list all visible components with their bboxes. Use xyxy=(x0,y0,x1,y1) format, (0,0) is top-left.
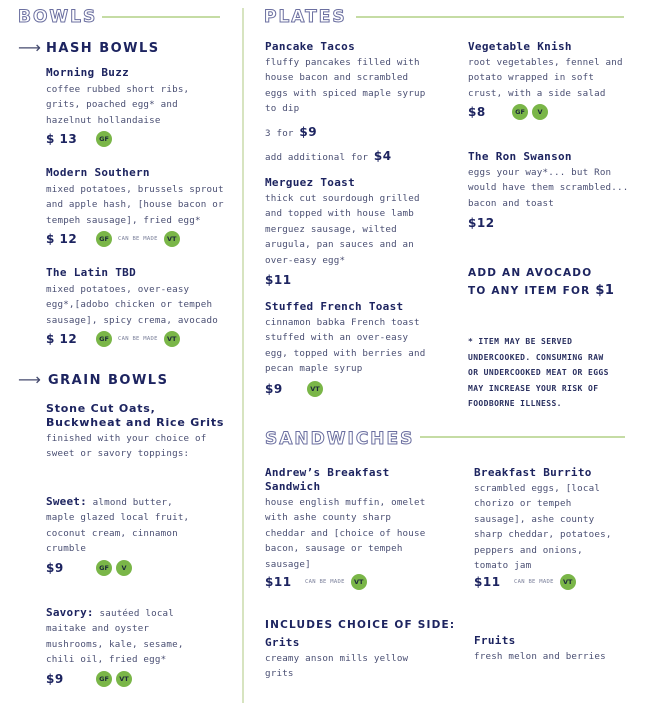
desc-line: sausage], spicy crema, avocado xyxy=(46,314,218,326)
desc-line: egg*,[adobo chicken or tempeh xyxy=(46,299,213,311)
item-price: $11 xyxy=(265,273,292,288)
can-be-made-label: CAN BE MADE xyxy=(118,336,158,343)
desc-line: mixed potatoes, brussels sprout xyxy=(46,184,224,195)
item-name-line: Sandwich xyxy=(265,480,321,493)
sandwiches-section-title: SANDWICHES xyxy=(265,429,415,449)
desc-line: stuffed with an over-easy xyxy=(265,332,409,344)
disclaimer-line: FOODBORNE ILLNESS. xyxy=(468,399,562,408)
item-description xyxy=(46,494,240,557)
avocado-addon xyxy=(468,265,648,300)
can-be-made-label: CAN BE MADE xyxy=(514,579,554,586)
desc-line: peppers and onions, xyxy=(474,544,583,556)
vegetarian-badge: VT xyxy=(116,671,132,687)
item-price: $9 xyxy=(265,381,283,396)
item-price: $9 xyxy=(299,124,318,139)
desc-line: coconut cream, cinnamon xyxy=(46,527,178,539)
desc-line: thick cut sourdough grilled xyxy=(265,193,420,204)
desc-line: hazelnut hollandaise xyxy=(46,114,161,126)
gluten-free-badge: GF xyxy=(96,671,112,687)
arrow-right-icon: ⟶ xyxy=(18,38,41,57)
desc-line: sharp cheddar, potatoes, xyxy=(474,529,612,541)
disclaimer-line: * ITEM MAY BE SERVED xyxy=(468,337,573,346)
gluten-free-badge: GF xyxy=(96,231,112,247)
gluten-free-badge: GF xyxy=(96,331,112,347)
item-name: The Latin TBD xyxy=(46,266,136,279)
item-description xyxy=(46,605,240,668)
plates-title-rule xyxy=(356,16,624,18)
desc-line: creamy anson mills yellow xyxy=(265,653,409,664)
vegetarian-badge: VT xyxy=(164,231,180,247)
vegetarian-badge: VT xyxy=(560,574,576,590)
item-name-line: Andrew’s Breakfast xyxy=(265,466,390,479)
desc-line: cheddar and [choice of house xyxy=(265,527,426,539)
desc-line: almond butter, xyxy=(92,497,173,508)
item-description xyxy=(265,651,465,682)
item-description xyxy=(468,55,648,101)
side-fruits xyxy=(474,634,648,664)
menu-item-vegetable-knish xyxy=(468,40,648,120)
item-price: $12 xyxy=(468,216,495,231)
addon-line: TO ANY ITEM FOR xyxy=(468,285,591,297)
item-name xyxy=(265,466,465,494)
item-price: $9 xyxy=(46,560,64,575)
desc-line: house english muffin, omelet xyxy=(265,497,426,508)
item-name: Pancake Tacos xyxy=(265,40,355,53)
desc-line: sweet or savory toppings: xyxy=(46,448,190,460)
addon-line: ADD AN AVOCADO xyxy=(468,267,593,279)
item-description xyxy=(46,82,236,128)
item-name: Vegetable Knish xyxy=(468,40,572,53)
desc-line: sautéed local xyxy=(99,608,175,619)
desc-line: cinnamon babka French toast xyxy=(265,317,420,328)
hash-bowls-heading: HASH BOWLS xyxy=(46,41,160,56)
menu-item-latin-tbd xyxy=(46,266,240,347)
vegan-badge: V xyxy=(116,560,132,576)
menu-item-andrews-sandwich xyxy=(265,466,465,590)
item-description xyxy=(265,495,465,572)
desc-line: maple glazed local fruit, xyxy=(46,512,190,524)
item-name xyxy=(46,402,240,430)
gluten-free-badge: GF xyxy=(96,560,112,576)
item-price: $ 12 xyxy=(46,332,78,347)
vegetarian-badge: VT xyxy=(351,574,367,590)
price-label: add additional for xyxy=(265,151,369,163)
desc-line: sausage], ashe county xyxy=(474,513,595,525)
menu-item-savory xyxy=(46,605,240,687)
item-price: $11 xyxy=(265,575,292,590)
desc-line: crust, with a side salad xyxy=(468,87,606,99)
item-name-line: Stone Cut Oats, xyxy=(46,402,156,415)
desc-line: mixed potatoes, over-easy xyxy=(46,284,190,295)
item-name: Stuffed French Toast xyxy=(265,300,404,313)
item-price: $ 13 xyxy=(46,132,78,147)
item-price: $9 xyxy=(46,671,64,686)
desc-line: grits xyxy=(265,668,294,680)
item-name: Modern Southern xyxy=(46,166,150,179)
sweet-label: Sweet: xyxy=(46,495,87,508)
desc-line: chili oil, fried egg* xyxy=(46,654,167,666)
desc-line: eggs your way*... but Ron xyxy=(468,167,612,178)
desc-line: finished with your choice of xyxy=(46,433,207,444)
desc-line: and apple hash, [house bacon or xyxy=(46,199,224,211)
item-name: Fruits xyxy=(474,634,516,647)
addon-price: $1 xyxy=(595,283,615,298)
desc-line: fluffy pancakes filled with xyxy=(265,57,420,68)
desc-line: eggs with spiced maple syrup xyxy=(265,87,426,99)
gluten-free-badge: GF xyxy=(512,104,528,120)
bowls-title-rule xyxy=(102,16,220,18)
vegetarian-badge: VT xyxy=(307,381,323,397)
desc-line: grits, poached egg* and xyxy=(46,99,178,111)
desc-line: bacon, sausage or tempeh xyxy=(265,543,403,555)
item-price: $4 xyxy=(373,148,392,163)
price-label: 3 for xyxy=(265,127,294,139)
desc-line: scrambled eggs, [local xyxy=(474,483,601,494)
desc-line: to dip xyxy=(265,103,300,115)
item-name: Breakfast Burrito xyxy=(474,466,592,479)
menu-item-stuffed-french-toast xyxy=(265,300,460,397)
side-grits xyxy=(265,636,465,682)
sides-heading: INCLUDES CHOICE OF SIDE: xyxy=(265,619,456,631)
desc-line: maitake and oyster xyxy=(46,623,150,635)
item-name: The Ron Swanson xyxy=(468,150,572,163)
item-name: Grits xyxy=(265,636,300,649)
item-description xyxy=(265,55,460,117)
gluten-free-badge: GF xyxy=(96,131,112,147)
vegetarian-badge: VT xyxy=(164,331,180,347)
desc-line: egg, topped with berries and xyxy=(265,347,426,359)
desc-line: coffee rubbed short ribs, xyxy=(46,84,190,95)
menu-item-modern-southern xyxy=(46,166,240,247)
item-description xyxy=(265,315,460,377)
item-name: Merguez Toast xyxy=(265,176,355,189)
item-description xyxy=(265,191,460,268)
plates-section-title: PLATES xyxy=(264,7,347,27)
item-description xyxy=(468,165,648,211)
desc-line: and topped with house lamb xyxy=(265,208,415,220)
vegan-badge: V xyxy=(532,104,548,120)
item-name-line: Buckwheat and Rice Grits xyxy=(46,416,225,429)
item-price: $11 xyxy=(474,575,501,590)
can-be-made-label: CAN BE MADE xyxy=(305,579,345,586)
desc-line: mushrooms, kale, sesame, xyxy=(46,638,184,650)
item-description xyxy=(474,481,648,573)
item-description xyxy=(46,282,240,328)
desc-line: fresh melon and berries xyxy=(474,651,606,662)
desc-line: crumble xyxy=(46,543,87,555)
item-description xyxy=(474,649,648,664)
disclaimer-line: UNDERCOOKED. CONSUMING RAW xyxy=(468,352,604,362)
desc-line: pecan maple syrup xyxy=(265,363,363,375)
item-description xyxy=(46,431,240,462)
desc-line: would have them scrambled... xyxy=(468,182,629,194)
undercooked-disclaimer xyxy=(468,334,648,412)
desc-line: over-easy egg* xyxy=(265,254,346,266)
menu-item-merguez-toast xyxy=(265,176,460,287)
desc-line: tomato jam xyxy=(474,560,532,572)
item-name: Morning Buzz xyxy=(46,66,130,79)
menu-item-ron-swanson xyxy=(468,150,648,230)
disclaimer-line: MAY INCREASE YOUR RISK OF xyxy=(468,383,599,393)
desc-line: bacon and toast xyxy=(468,197,554,209)
desc-line: tempeh sausage], fried egg* xyxy=(46,214,201,226)
grain-bowls-heading: GRAIN BOWLS xyxy=(48,373,169,388)
can-be-made-label: CAN BE MADE xyxy=(118,236,158,243)
desc-line: merguez sausage, wilted xyxy=(265,223,397,235)
desc-line: potato wrapped in soft xyxy=(468,72,595,84)
arrow-right-icon: ⟶ xyxy=(18,370,41,389)
disclaimer-line: OR UNDERCOOKED MEAT OR EGGS xyxy=(468,368,609,377)
desc-line: with ashe county sharp xyxy=(265,512,392,524)
menu-item-oats-grits xyxy=(46,402,240,462)
savory-label: Savory: xyxy=(46,606,94,619)
desc-line: sausage] xyxy=(265,558,311,570)
desc-line: arugula, pan sauces and an xyxy=(265,239,415,251)
item-description xyxy=(46,182,240,228)
item-price: $8 xyxy=(468,105,486,120)
item-price: $ 12 xyxy=(46,232,78,247)
menu-item-pancake-tacos xyxy=(265,40,460,169)
menu-item-sweet xyxy=(46,494,240,576)
desc-line: house bacon and scrambled xyxy=(265,72,409,84)
column-divider xyxy=(242,8,244,703)
sandwiches-title-rule xyxy=(420,436,625,438)
menu-item-morning-buzz xyxy=(46,66,236,147)
bowls-section-title: BOWLS xyxy=(18,7,98,27)
desc-line: chorizo or tempeh xyxy=(474,498,572,510)
menu-item-breakfast-burrito xyxy=(474,466,648,590)
price-options xyxy=(265,121,460,169)
desc-line: root vegetables, fennel and xyxy=(468,57,623,68)
